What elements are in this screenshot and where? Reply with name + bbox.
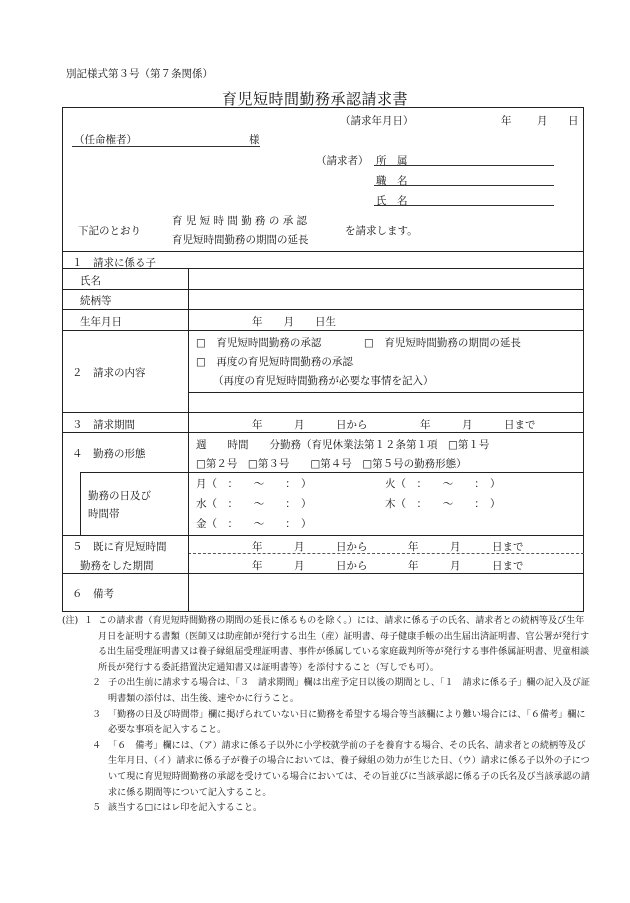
note-2-number: ２ — [92, 678, 102, 689]
intro-option-approval: 育 児 短 時 間 勤 務 の 承 認 — [172, 215, 308, 227]
note-1 — [62, 614, 592, 676]
note-3-number: ３ — [92, 709, 102, 720]
note-5-number: ５ — [92, 803, 102, 814]
note-2-text: 子の出生前に請求する場合は、「３ 請求期間」欄は出産予定日以後の期間とし、「１ 請求に係る子」欄の記入及び証明書類の添付は、出生後、速やかに行うこと。 — [108, 678, 590, 704]
section-previous-title-2: 勤務をした期間 — [80, 560, 154, 572]
remarks-field[interactable] — [190, 575, 582, 610]
affiliation-field[interactable] — [374, 165, 554, 166]
position-field[interactable] — [374, 185, 554, 186]
section-child-title: １ 請求に係る子 — [72, 257, 156, 269]
child-name-label: 氏名 — [80, 275, 101, 287]
note-3-text: 「勤務の日及び時間帯」欄に掲げられていない日に勤務を希望する場合等当該欄により難い場合には、「６備考」欄に必要な事項を記入すること。 — [108, 709, 586, 736]
request-date-label: （請求年月日） — [340, 115, 414, 127]
addressee-honorific: 様 — [249, 134, 260, 146]
intro-prefix: 下記のとおり — [78, 225, 141, 237]
note-3 — [62, 708, 592, 739]
position-label: 職 名 — [376, 175, 408, 187]
form-reference: 別記様式第３号（第７条関係） — [66, 68, 213, 80]
schedule-tuesday[interactable]: 火（ ： ～ ： ） — [385, 478, 501, 490]
addressee-underline[interactable] — [72, 146, 260, 147]
period-from[interactable]: 年 月 日から — [252, 419, 368, 431]
schedule-friday[interactable]: 金（ ： ～ ： ） — [196, 518, 312, 530]
name-field[interactable] — [374, 205, 554, 206]
child-relationship-field[interactable] — [190, 291, 582, 308]
note-1-text: この請求書（育児短時間勤務の期間の延長に係るものを除く。）には、請求に係る子の氏名、請求者との続柄等及び生年月日を証明する書類（医師又は助産師が発行する出生（産）証明書、母子健康手帳の出生届出済証明書、官公署が発行する出生届受理証明書又は養子縁組届受理証明書、事件が係属している家庭裁判所等が発行する事件係属証明書、児童相談所長が発行する委託措置決定通知書又は証明書等）を添付すること（写しでも可）。 — [98, 616, 590, 673]
section-workform-title: ４ 勤務の形態 — [72, 448, 146, 460]
note-2 — [62, 676, 592, 707]
request-date-month[interactable]: 月 — [537, 115, 548, 127]
document-title: 育児短時間勤務承認請求書 — [221, 90, 408, 108]
intro-option-extension: 育児短時間勤務の期間の延長 — [172, 234, 309, 246]
request-date-day[interactable]: 日 — [568, 115, 579, 127]
note-4-text: 「６ 備考」欄には、（ア）請求に係る子以外に小学校就学前の子を養育する場合、その氏名、請求者との続柄等及び生年月日、（イ）請求に係る子が養子の場合においては、養子縁組の効力が生じた日、（ウ）請求に係る子以外の子について現に育児短時間勤務の承認を受けている場合においては、その旨並びに当該承認に係る子の氏名及び当該承認の請求に係る期間等について記入すること。 — [108, 740, 590, 798]
section-content-title: ２ 請求の内容 — [72, 367, 146, 379]
child-birthdate-label: 生年月日 — [80, 316, 122, 328]
child-name-field[interactable] — [190, 270, 582, 288]
checkbox-approval[interactable]: □ 育児短時間勤務の承認 — [196, 337, 322, 349]
addressee-label: （任命権者） — [74, 134, 137, 146]
section-period-title: ３ 請求期間 — [72, 419, 135, 431]
note-5 — [62, 801, 592, 817]
previous-period-1-to[interactable]: 年 月 日まで — [408, 541, 524, 553]
workform-line-2[interactable]: □第２号 □第３号 □第４号 □第５号の勤務形態） — [196, 458, 467, 470]
notes-section — [62, 614, 592, 817]
schedule-wednesday[interactable]: 水（ ： ～ ： ） — [196, 498, 312, 510]
reapproval-reason-field[interactable] — [190, 394, 582, 411]
schedule-monday[interactable]: 月（ ： ～ ： ） — [196, 478, 312, 490]
intro-suffix: を請求します。 — [345, 225, 418, 237]
child-birthdate-value[interactable]: 年 月 日生 — [252, 316, 336, 328]
note-1-number: １ — [84, 616, 94, 626]
previous-period-1-from[interactable]: 年 月 日から — [252, 541, 368, 553]
workform-line-1[interactable]: 週 時間 分勤務（育児休業法第１２条第１項 □第１号 — [196, 439, 490, 451]
section-previous-title-1: ５ 既に育児短時間 — [72, 541, 167, 553]
previous-period-2-from[interactable]: 年 月 日から — [252, 560, 368, 572]
previous-period-2-to[interactable]: 年 月 日まで — [408, 560, 524, 572]
affiliation-label: 所 属 — [376, 155, 408, 167]
note-5-text: 該当する□にはレ印を記入すること。 — [108, 803, 263, 814]
request-date-year[interactable]: 年 — [501, 115, 512, 127]
checkbox-reapproval[interactable]: □ 再度の育児短時間勤務の承認 — [196, 356, 353, 368]
checkbox-extension[interactable]: □ 育児短時間勤務の期間の延長 — [364, 337, 521, 349]
requester-label: （請求者） — [316, 155, 369, 167]
note-4-number: ４ — [92, 740, 102, 751]
schedule-label-2: 時間帯 — [88, 508, 120, 520]
name-label: 氏 名 — [376, 195, 408, 207]
section-remarks-title: ６ 備考 — [72, 588, 114, 600]
schedule-label-1: 勤務の日及び — [88, 490, 151, 502]
child-relationship-label: 続柄等 — [80, 295, 112, 307]
notes-prefix: (注) — [62, 616, 79, 626]
period-to[interactable]: 年 月 日まで — [420, 419, 536, 431]
reapproval-reason-note: （再度の育児短時間勤務が必要な事情を記入） — [213, 375, 434, 387]
note-4 — [62, 739, 592, 801]
schedule-thursday[interactable]: 木（ ： ～ ： ） — [385, 498, 501, 510]
